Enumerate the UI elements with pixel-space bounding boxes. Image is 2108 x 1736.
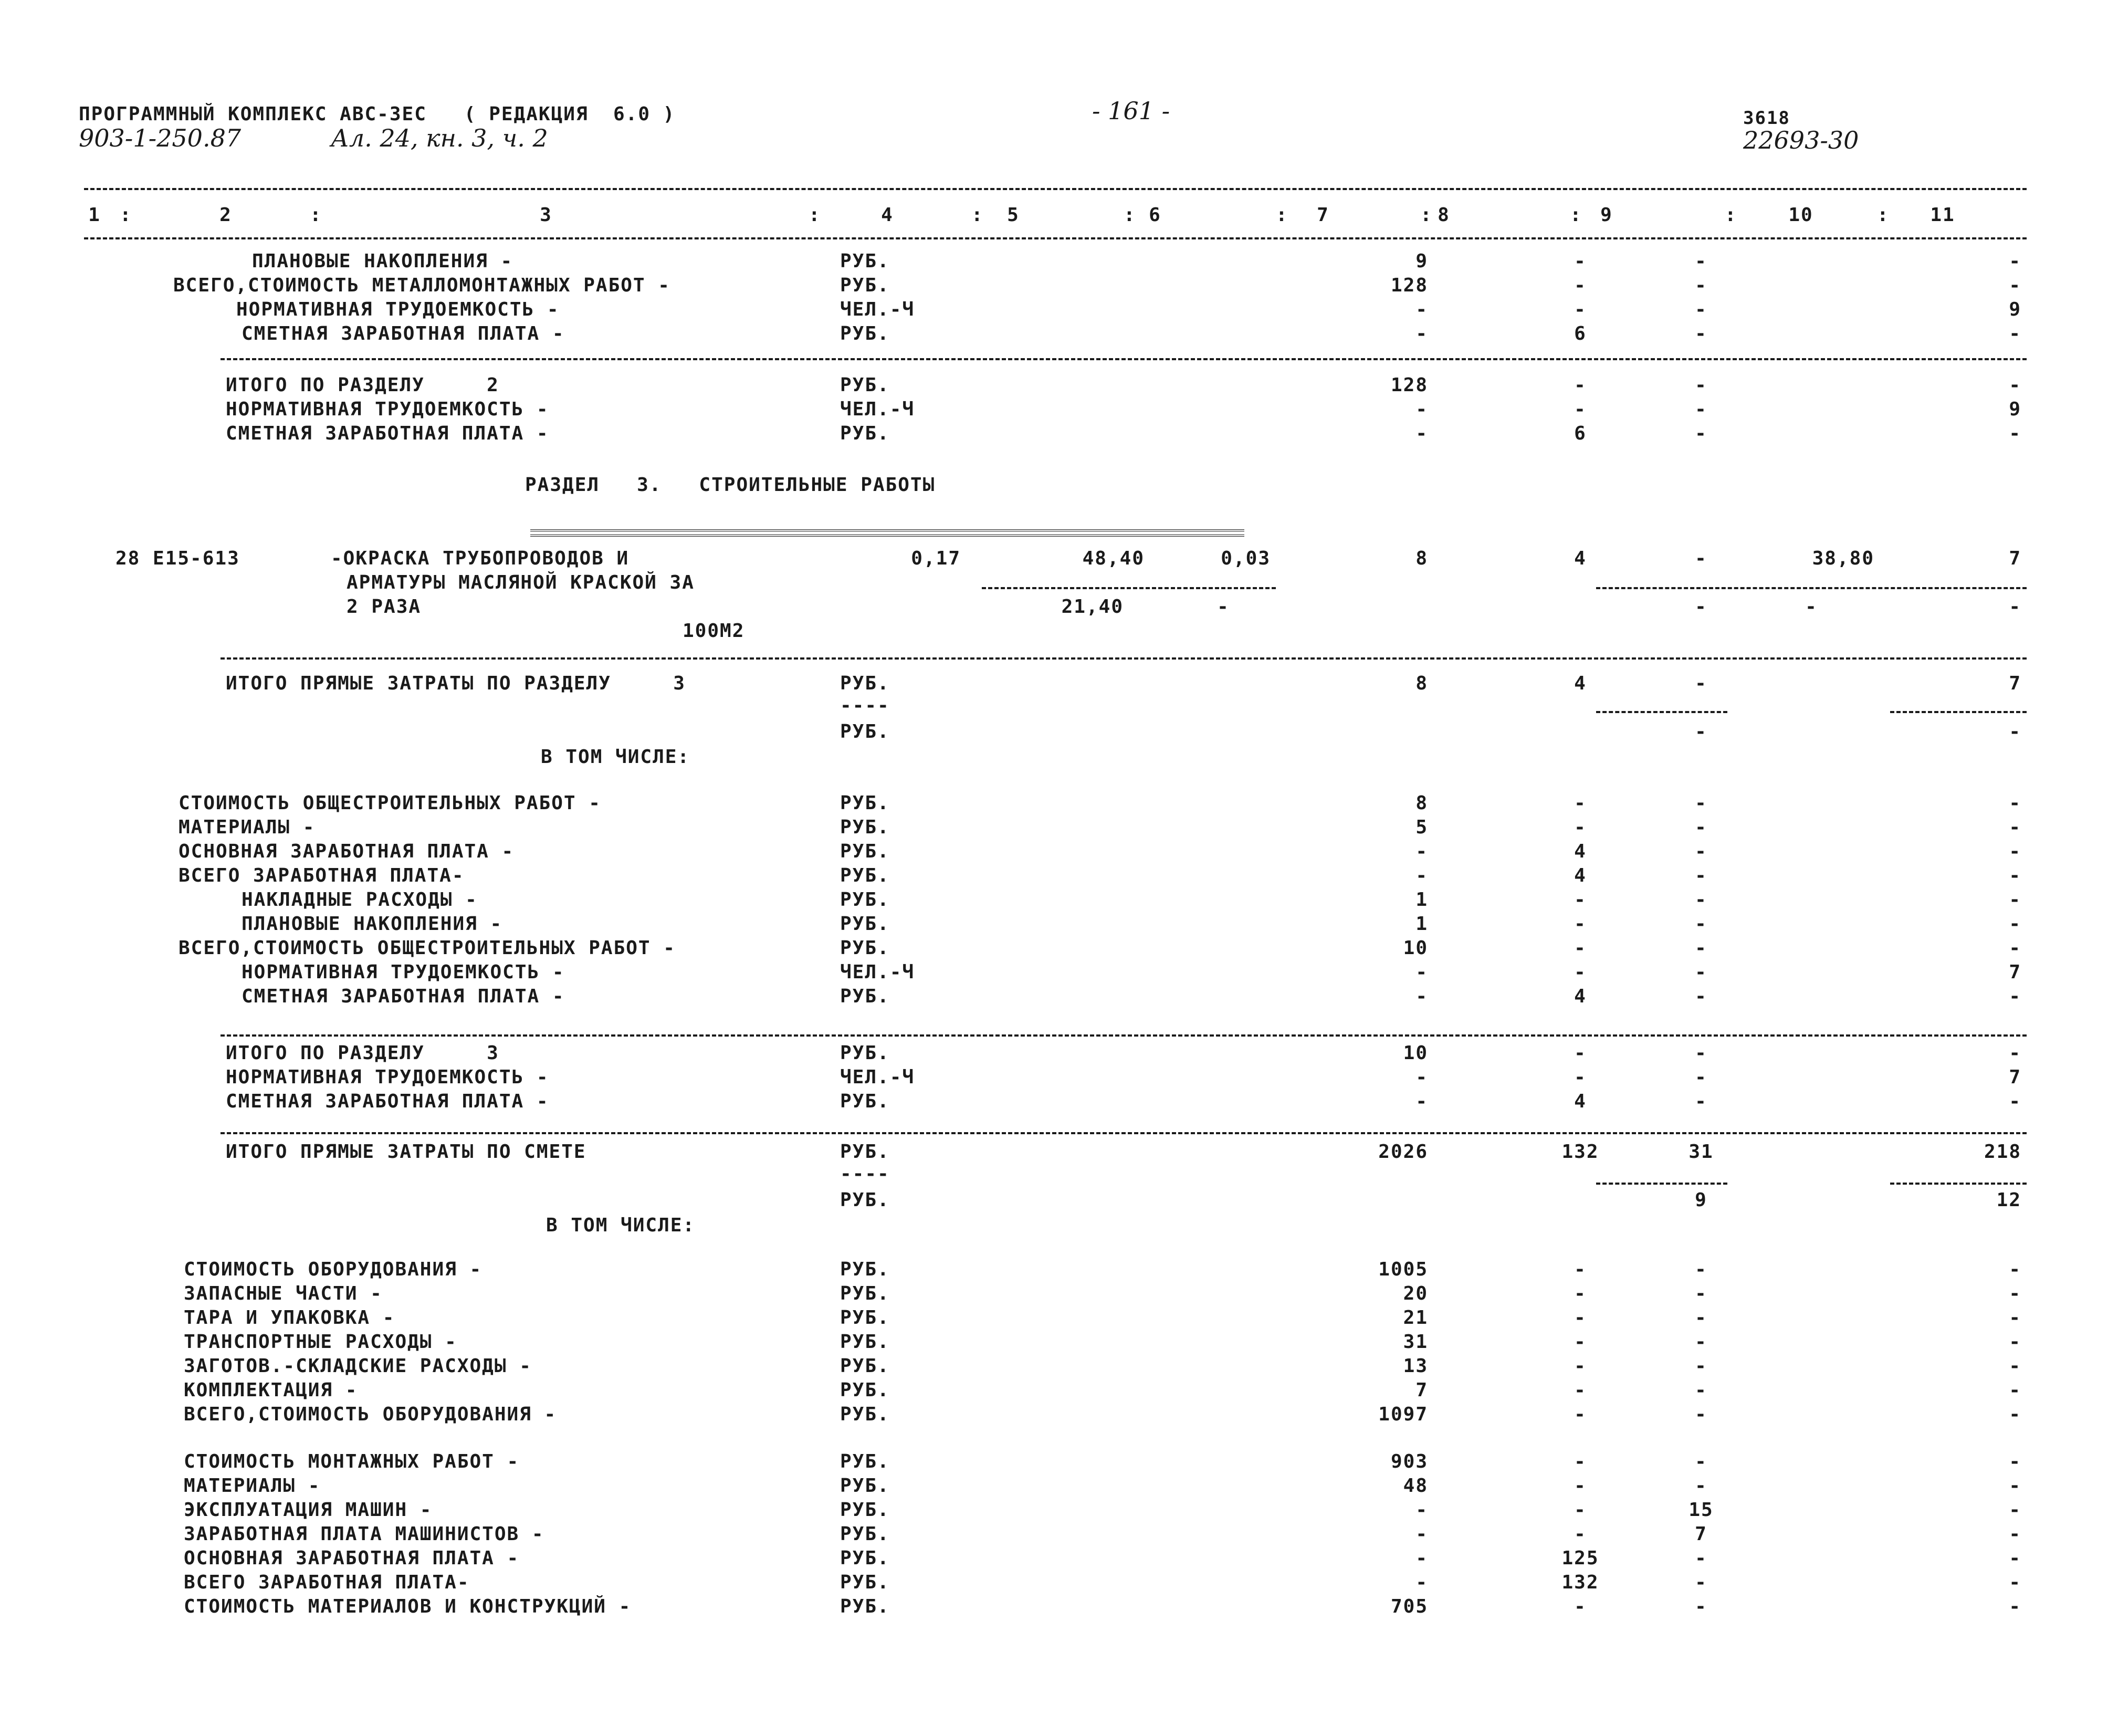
row-unit: ЧЕЛ.-Ч (840, 399, 915, 420)
rule (221, 358, 2027, 360)
cell-col8: 4 (1574, 986, 1587, 1007)
row-label: СТОИМОСТЬ ОБОРУДОВАНИЯ - (184, 1259, 483, 1280)
cell-col7: 8 (1415, 673, 1428, 694)
rule (221, 1132, 2027, 1134)
cell-col8: - (1574, 1042, 1587, 1064)
item-desc-line: АРМАТУРЫ МАСЛЯНОЙ КРАСКОЙ ЗА (347, 572, 695, 593)
row-unit: РУБ. (840, 889, 890, 911)
cell-col7: 13 (1403, 1355, 1428, 1377)
row-unit: РУБ. (840, 423, 890, 444)
row-unit: РУБ. (840, 1307, 890, 1329)
row-unit: ЧЕЛ.-Ч (840, 1066, 915, 1088)
cell-col9: - (1695, 1042, 1707, 1064)
cell-col11: - (2009, 721, 2021, 742)
cell-col7: 10 (1403, 1042, 1428, 1064)
sheet-top: 3618 (1743, 108, 1790, 129)
row-unit: РУБ. (840, 1523, 890, 1545)
cell-col8: 132 (1561, 1141, 1599, 1163)
cell-col9: - (1695, 1355, 1707, 1377)
cell-col7: - (1415, 841, 1428, 862)
row-label: ПЛАНОВЫЕ НАКОПЛЕНИЯ - (252, 250, 513, 272)
row-unit: ЧЕЛ.-Ч (840, 961, 915, 983)
cell-col11: - (2009, 841, 2021, 862)
cell-col11: - (2009, 1404, 2021, 1425)
cell-col11: 7 (2009, 673, 2021, 694)
cell-col9: - (1695, 423, 1707, 444)
cell-col8: - (1574, 1404, 1587, 1425)
cell-col9: 31 (1689, 1141, 1714, 1163)
row-unit: РУБ. (840, 1042, 890, 1064)
row-unit: РУБ. (840, 1451, 890, 1472)
cell-col11: - (2009, 1259, 2021, 1280)
cell-col8: 4 (1574, 841, 1587, 862)
rule (1596, 711, 1727, 713)
row-unit: РУБ. (840, 1283, 890, 1304)
cell-col9: 7 (1695, 1523, 1707, 1545)
row-label: МАТЕРИАЛЫ - (179, 817, 316, 838)
cell-col7: - (1415, 1523, 1428, 1545)
cell-col11: - (2009, 1596, 2021, 1617)
cell-col9: - (1695, 1066, 1707, 1088)
cell-col9: - (1695, 721, 1707, 742)
row-unit: РУБ. (840, 1475, 890, 1497)
cell-col11: 12 (1996, 1189, 2021, 1211)
row-label: ВСЕГО,СТОИМОСТЬ ОБОРУДОВАНИЯ - (184, 1404, 557, 1425)
row-label: СМЕТНАЯ ЗАРАБОТНАЯ ПЛАТА - (226, 1091, 549, 1112)
row-label: СМЕТНАЯ ЗАРАБОТНАЯ ПЛАТА - (242, 323, 565, 344)
cell-col7: 20 (1403, 1283, 1428, 1304)
cell-col8: 4 (1574, 1091, 1587, 1112)
cell-col9: - (1695, 548, 1707, 569)
row-label: ВСЕГО,СТОИМОСТЬ МЕТАЛЛОМОНТАЖНЫХ РАБОТ - (173, 275, 670, 296)
cell-col11: - (2009, 1499, 2021, 1521)
rule (84, 237, 2027, 239)
cell-col7: 7 (1415, 1379, 1428, 1401)
cell-col11: - (2009, 1523, 2021, 1545)
rule (1596, 587, 2027, 589)
row-label: ЗАРАБОТНАЯ ПЛАТА МАШИНИСТОВ - (184, 1523, 544, 1545)
row-unit: РУБ. (840, 865, 890, 886)
cell-col8: 125 (1561, 1547, 1599, 1569)
column-separator: : (971, 204, 984, 226)
cell-col9: - (1695, 913, 1707, 935)
cell-col11: - (2009, 1355, 2021, 1377)
rule (84, 188, 2027, 190)
row-unit: РУБ. (840, 1379, 890, 1401)
row-unit: РУБ. (840, 1404, 890, 1425)
cell-col8: 4 (1574, 548, 1587, 569)
column-separator: : (1725, 204, 1737, 226)
cell-col8: - (1574, 299, 1587, 320)
cell-col9: - (1695, 1307, 1707, 1329)
cell-col9: - (1695, 399, 1707, 420)
column-header-6: 6 (1149, 204, 1161, 226)
cell-col7: 48 (1403, 1475, 1428, 1497)
incl-heading: В ТОМ ЧИСЛЕ: (541, 746, 690, 768)
rule (221, 1034, 2027, 1037)
column-separator: : (1420, 204, 1433, 226)
cell-col9: - (1695, 841, 1707, 862)
cell-col11: - (2009, 323, 2021, 344)
cell-col8: - (1574, 1451, 1587, 1472)
cell-col7: 1 (1415, 913, 1428, 935)
cell-col8: - (1574, 1307, 1587, 1329)
column-separator: : (1877, 204, 1890, 226)
direct-costs-label: ИТОГО ПРЯМЫЕ ЗАТРАТЫ ПО РАЗДЕЛУ 3 (226, 673, 686, 694)
row-label: ОСНОВНАЯ ЗАРАБОТНАЯ ПЛАТА - (184, 1547, 520, 1569)
album-ref: Ал. 24, кн. 3, ч. 2 (331, 124, 548, 152)
incl-heading: В ТОМ ЧИСЛЕ: (546, 1215, 696, 1236)
cell-col9: - (1695, 865, 1707, 886)
rule (1890, 1183, 2027, 1185)
row-unit: ЧЕЛ.-Ч (840, 299, 915, 320)
cell-col7: 705 (1390, 1596, 1428, 1617)
cell-col11: - (2009, 792, 2021, 814)
cell-col8: - (1574, 1379, 1587, 1401)
cell-col7: 5 (1415, 817, 1428, 838)
cell-col11: - (2009, 1307, 2021, 1329)
cell-col8: 6 (1574, 323, 1587, 344)
double-rule (530, 529, 1244, 537)
row-label: ТРАНСПОРТНЫЕ РАСХОДЫ - (184, 1331, 457, 1353)
cell-col11: - (2009, 423, 2021, 444)
cell-col7: 2026 (1378, 1141, 1428, 1163)
cell-col8: - (1574, 374, 1587, 396)
cell-col10: 38,80 (1812, 548, 1874, 569)
row-label: ВСЕГО,СТОИМОСТЬ ОБЩЕСТРОИТЕЛЬНЫХ РАБОТ - (179, 937, 676, 959)
cell-col9: - (1695, 374, 1707, 396)
row-label: ИТОГО ПО РАЗДЕЛУ 2 (226, 374, 499, 396)
cell-col9: - (1695, 1475, 1707, 1497)
cell-col11: - (2009, 1475, 2021, 1497)
cell-col11: - (2009, 374, 2021, 396)
cell-col11: 7 (2009, 1066, 2021, 1088)
row-unit: РУБ. (840, 1259, 890, 1280)
cell-col9: - (1695, 1596, 1707, 1617)
cell-col11: - (2009, 1547, 2021, 1569)
row-label: КОМПЛЕКТАЦИЯ - (184, 1379, 358, 1401)
row-unit: РУБ. (840, 374, 890, 396)
cell-col9: - (1695, 299, 1707, 320)
cell-col9: - (1695, 1379, 1707, 1401)
program-header: ПРОГРАММНЫЙ КОМПЛЕКС АВС-ЗЕС ( РЕДАКЦИЯ 6.0 ) (79, 103, 676, 125)
row-unit: РУБ. (840, 792, 890, 814)
row-unit: РУБ. (840, 250, 890, 272)
cell-col7: - (1415, 399, 1428, 420)
cell-col5: 21,40 (1061, 596, 1124, 618)
row-unit: РУБ. (840, 1355, 890, 1377)
column-header-8: 8 (1438, 204, 1450, 226)
cell-col11: - (2009, 817, 2021, 838)
cell-col8: 4 (1574, 865, 1587, 886)
row-unit: РУБ. (840, 913, 890, 935)
cell-col9: - (1695, 1283, 1707, 1304)
cell-col10: - (1805, 596, 1818, 618)
cell-col9: - (1695, 1404, 1707, 1425)
cell-col8: - (1574, 1355, 1587, 1377)
cell-col9: - (1695, 1572, 1707, 1593)
cell-col11: - (2009, 250, 2021, 272)
cell-col8: - (1574, 1259, 1587, 1280)
row-dash: ---- (840, 1163, 890, 1185)
cell-col8: - (1574, 250, 1587, 272)
cell-col7: - (1415, 1547, 1428, 1569)
cell-col9: - (1695, 1451, 1707, 1472)
cell-col11: - (2009, 1091, 2021, 1112)
column-separator: : (1570, 204, 1582, 226)
column-header-2: 2 (219, 204, 232, 226)
cell-col7: - (1415, 961, 1428, 983)
cell-col11: 7 (2009, 548, 2021, 569)
cell-col6: 0,03 (1221, 548, 1271, 569)
cell-col7: - (1415, 1091, 1428, 1112)
cell-col7: 9 (1415, 250, 1428, 272)
cell-col8: - (1574, 1596, 1587, 1617)
cell-col9: - (1695, 1259, 1707, 1280)
cell-col7: 903 (1390, 1451, 1428, 1472)
cell-col9: 15 (1689, 1499, 1714, 1521)
column-header-10: 10 (1788, 204, 1813, 226)
cell-col8: - (1574, 937, 1587, 959)
section-title: РАЗДЕЛ 3. СТРОИТЕЛЬНЫЕ РАБОТЫ (525, 474, 936, 496)
row-label: СТОИМОСТЬ ОБЩЕСТРОИТЕЛЬНЫХ РАБОТ - (179, 792, 601, 814)
row-unit: РУБ. (840, 1596, 890, 1617)
cell-col6: - (1217, 596, 1230, 618)
cell-col9: - (1695, 596, 1707, 618)
row-unit: РУБ. (840, 1547, 890, 1569)
row-unit: РУБ. (840, 1572, 890, 1593)
cell-col7: - (1415, 986, 1428, 1007)
item-desc-line: -ОКРАСКА ТРУБОПРОВОДОВ И (331, 548, 630, 569)
row-unit: РУБ. (840, 986, 890, 1007)
row-label: НОРМАТИВНАЯ ТРУДОЕМКОСТЬ - (226, 1066, 549, 1088)
cell-col8: - (1574, 792, 1587, 814)
column-header-1: 1 (88, 204, 101, 226)
cell-col11: - (2009, 1572, 2021, 1593)
column-header-9: 9 (1600, 204, 1613, 226)
cell-col11: - (2009, 937, 2021, 959)
cell-col7: - (1415, 299, 1428, 320)
item-unit: 100М2 (683, 620, 745, 642)
cell-col11: - (2009, 1283, 2021, 1304)
cell-col9: - (1695, 889, 1707, 911)
cell-col8: - (1574, 1283, 1587, 1304)
row-label: СТОИМОСТЬ МОНТАЖНЫХ РАБОТ - (184, 1451, 520, 1472)
row-label: ЭКСПЛУАТАЦИЯ МАШИН - (184, 1499, 433, 1521)
cell-col8: - (1574, 913, 1587, 935)
estimate-direct-label: ИТОГО ПРЯМЫЕ ЗАТРАТЫ ПО СМЕТЕ (226, 1141, 586, 1163)
row-label: НОРМАТИВНАЯ ТРУДОЕМКОСТЬ - (236, 299, 560, 320)
cell-col11: - (2009, 1379, 2021, 1401)
row-label: ИТОГО ПО РАЗДЕЛУ 3 (226, 1042, 499, 1064)
column-header-4: 4 (881, 204, 894, 226)
row-label: СТОИМОСТЬ МАТЕРИАЛОВ И КОНСТРУКЦИЙ - (184, 1596, 632, 1617)
column-separator: : (120, 204, 132, 226)
cell-col9: - (1695, 275, 1707, 296)
row-unit: РУБ. (840, 937, 890, 959)
cell-col11: - (2009, 596, 2021, 618)
row-label: ВСЕГО ЗАРАБОТНАЯ ПЛАТА- (179, 865, 465, 886)
row-unit: РУБ. (840, 817, 890, 838)
row-unit: РУБ. (840, 1141, 890, 1163)
cell-col11: - (2009, 1331, 2021, 1353)
cell-col7: 1005 (1378, 1259, 1428, 1280)
cell-col8: - (1574, 961, 1587, 983)
cell-col9: - (1695, 792, 1707, 814)
cell-col8: - (1574, 1475, 1587, 1497)
cell-col11: 7 (2009, 961, 2021, 983)
cell-col11: 9 (2009, 399, 2021, 420)
cell-col7: 31 (1403, 1331, 1428, 1353)
row-unit: РУБ. (840, 841, 890, 862)
row-dash: ---- (840, 695, 890, 716)
cell-col8: - (1574, 1066, 1587, 1088)
cell-col11: - (2009, 1042, 2021, 1064)
item-desc-line: 2 РАЗА (347, 596, 422, 618)
cell-col9: - (1695, 323, 1707, 344)
cell-col8: - (1574, 1499, 1587, 1521)
row-unit: РУБ. (840, 275, 890, 296)
cell-col9: - (1695, 817, 1707, 838)
column-separator: : (1276, 204, 1288, 226)
cell-col9: - (1695, 1331, 1707, 1353)
row-label: ЗАПАСНЫЕ ЧАСТИ - (184, 1283, 383, 1304)
item-code: 28 Е15-613 (116, 548, 240, 569)
cell-col5: 48,40 (1082, 548, 1145, 569)
column-separator: : (809, 204, 821, 226)
cell-col8: - (1574, 1331, 1587, 1353)
cell-col11: - (2009, 889, 2021, 911)
row-label: ПЛАНОВЫЕ НАКОПЛЕНИЯ - (242, 913, 503, 935)
column-header-3: 3 (540, 204, 552, 226)
cell-col9: - (1695, 961, 1707, 983)
row-label: НОРМАТИВНАЯ ТРУДОЕМКОСТЬ - (242, 961, 565, 983)
row-label: СМЕТНАЯ ЗАРАБОТНАЯ ПЛАТА - (242, 986, 565, 1007)
row-unit: РУБ. (840, 1331, 890, 1353)
cell-col11: - (2009, 913, 2021, 935)
row-unit: РУБ. (840, 1091, 890, 1112)
column-header-7: 7 (1317, 204, 1329, 226)
cell-col7: - (1415, 423, 1428, 444)
cell-col8: - (1574, 275, 1587, 296)
cell-col8: - (1574, 1523, 1587, 1545)
cell-col11: - (2009, 865, 2021, 886)
cell-col9: - (1695, 1547, 1707, 1569)
cell-col9: - (1695, 1091, 1707, 1112)
cell-col7: 1 (1415, 889, 1428, 911)
cell-col9: - (1695, 673, 1707, 694)
cell-col7: 1097 (1378, 1404, 1428, 1425)
row-label: ЗАГОТОВ.-СКЛАДСКИЕ РАСХОДЫ - (184, 1355, 532, 1377)
column-header-11: 11 (1930, 204, 1955, 226)
row-label: МАТЕРИАЛЫ - (184, 1475, 321, 1497)
column-separator: : (1124, 204, 1136, 226)
rule (1596, 1183, 1727, 1185)
cell-col9: - (1695, 986, 1707, 1007)
cell-col7: 21 (1403, 1307, 1428, 1329)
row-unit: РУБ. (840, 323, 890, 344)
cell-col11: - (2009, 1451, 2021, 1472)
row-unit: РУБ. (840, 673, 890, 694)
rule (221, 657, 2027, 660)
cell-col7: - (1415, 865, 1428, 886)
cell-col8: - (1574, 399, 1587, 420)
column-header-5: 5 (1007, 204, 1020, 226)
row-unit: РУБ. (840, 1189, 890, 1211)
column-separator: : (310, 204, 322, 226)
row-label: ОСНОВНАЯ ЗАРАБОТНАЯ ПЛАТА - (179, 841, 515, 862)
page-number: - 161 - (1092, 97, 1170, 125)
cell-col7: 128 (1390, 374, 1428, 396)
row-label: ТАРА И УПАКОВКА - (184, 1307, 395, 1329)
cell-col9: 9 (1695, 1189, 1707, 1211)
cell-col8: - (1574, 817, 1587, 838)
doc-code: 903-1-250.87 (79, 124, 242, 152)
cell-col8: - (1574, 889, 1587, 911)
row-label: ВСЕГО ЗАРАБОТНАЯ ПЛАТА- (184, 1572, 470, 1593)
cell-col7: - (1415, 1066, 1428, 1088)
cell-col7: - (1415, 1499, 1428, 1521)
rule (982, 587, 1276, 589)
sheet-number: 22693-30 (1743, 126, 1859, 154)
cell-col11: - (2009, 986, 2021, 1007)
cell-col7: 10 (1403, 937, 1428, 959)
cell-col9: - (1695, 937, 1707, 959)
row-unit: РУБ. (840, 721, 890, 742)
cell-col8: 132 (1561, 1572, 1599, 1593)
row-label: НАКЛАДНЫЕ РАСХОДЫ - (242, 889, 478, 911)
cell-col11: 218 (1984, 1141, 2021, 1163)
rule (1890, 711, 2027, 713)
cell-col7: - (1415, 323, 1428, 344)
cell-col8: 4 (1574, 673, 1587, 694)
cell-col11: 9 (2009, 299, 2021, 320)
row-label: СМЕТНАЯ ЗАРАБОТНАЯ ПЛАТА - (226, 423, 549, 444)
cell-col7: 128 (1390, 275, 1428, 296)
cell-col8: 6 (1574, 423, 1587, 444)
cell-col4: 0,17 (911, 548, 961, 569)
cell-col7: - (1415, 1572, 1428, 1593)
row-label: НОРМАТИВНАЯ ТРУДОЕМКОСТЬ - (226, 399, 549, 420)
row-unit: РУБ. (840, 1499, 890, 1521)
cell-col7: 8 (1415, 548, 1428, 569)
cell-col11: - (2009, 275, 2021, 296)
cell-col9: - (1695, 250, 1707, 272)
cell-col7: 8 (1415, 792, 1428, 814)
